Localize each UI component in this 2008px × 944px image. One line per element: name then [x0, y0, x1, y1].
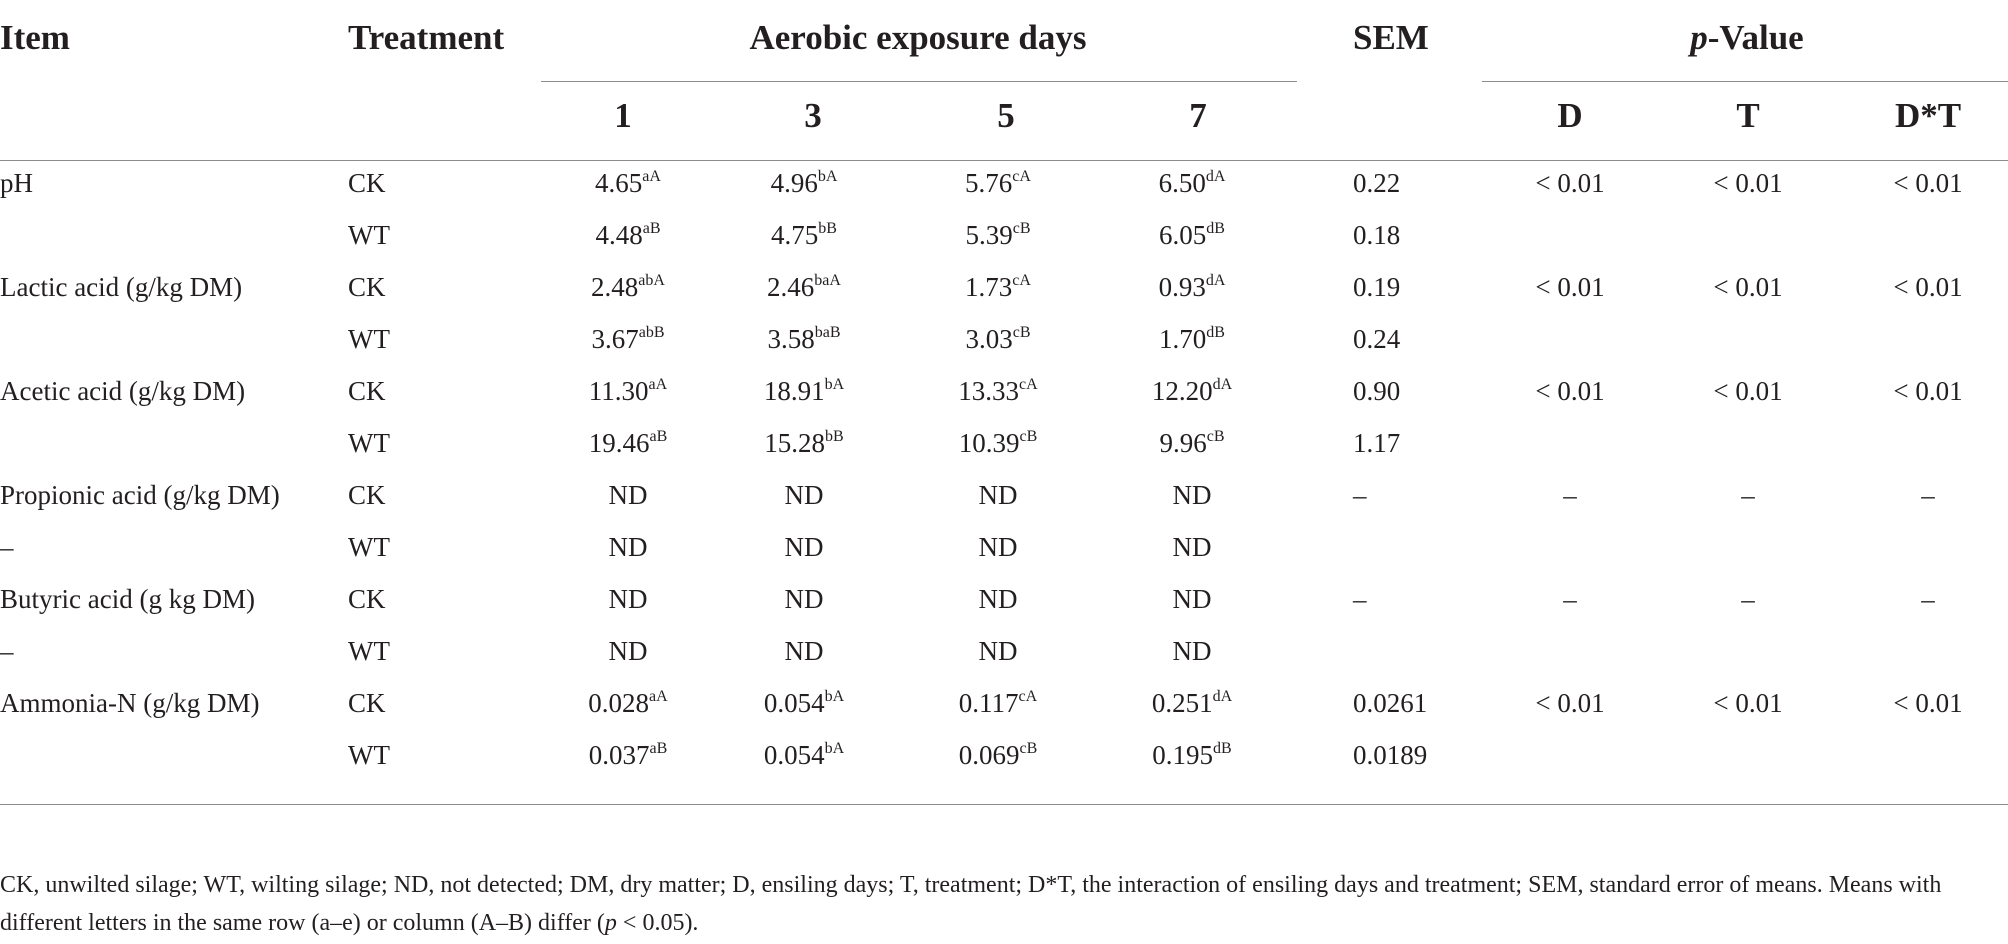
cell-value: 0.054 — [763, 740, 825, 770]
row-p-value: – — [1921, 584, 1935, 614]
row-treatment: WT — [348, 532, 390, 562]
footnote-p-italic: p — [604, 910, 617, 936]
data-cell — [979, 584, 1018, 615]
row-p-value: < 0.01 — [1893, 688, 1963, 718]
cell-value: 3.03 — [965, 324, 1013, 354]
cell-value: ND — [1172, 480, 1212, 510]
data-cell — [785, 532, 824, 563]
row-p-value: – — [1741, 480, 1755, 510]
cell-value: 6.50 — [1158, 168, 1206, 198]
aerobic-spanner-rule — [541, 81, 1297, 82]
cell-superscript: dA — [1212, 688, 1233, 705]
row-treatment: WT — [348, 740, 390, 770]
p-value-spanner-rule — [1482, 81, 2008, 82]
row-p-value: < 0.01 — [1893, 376, 1963, 406]
cell-value: 11.30 — [588, 376, 649, 406]
cell-value: ND — [978, 532, 1018, 562]
cell-superscript: cA — [1012, 272, 1031, 289]
cell-value: ND — [608, 636, 648, 666]
row-p-value: < 0.01 — [1535, 168, 1605, 198]
row-p-value: – — [1563, 480, 1577, 510]
cell-value: 12.20 — [1151, 376, 1213, 406]
data-cell — [609, 532, 648, 563]
data-cell — [1173, 636, 1212, 667]
cell-superscript: aA — [649, 688, 668, 705]
data-cell — [764, 740, 844, 771]
data-cell — [785, 480, 824, 511]
row-p-value: < 0.01 — [1713, 376, 1783, 406]
data-cell — [764, 688, 844, 719]
data-cell — [1159, 272, 1226, 303]
cell-value: 4.65 — [595, 168, 643, 198]
cell-superscript: baB — [814, 324, 841, 341]
cell-value: ND — [608, 480, 648, 510]
table-footnote — [0, 866, 1990, 942]
row-p-value: < 0.01 — [1893, 272, 1963, 302]
cell-value: ND — [784, 636, 824, 666]
data-cell — [609, 584, 648, 615]
header-sem: SEM — [1353, 18, 1429, 57]
data-cell — [764, 376, 844, 407]
header-day-5: 5 — [997, 96, 1015, 135]
row-p-value: – — [1921, 480, 1935, 510]
data-cell — [589, 376, 667, 407]
row-sem: 0.18 — [1353, 220, 1401, 250]
cell-superscript: bB — [825, 428, 844, 445]
data-cell — [959, 428, 1038, 459]
row-treatment: CK — [348, 584, 386, 614]
row-item-label: Lactic acid (g/kg DM) — [0, 272, 243, 302]
data-cell — [767, 272, 841, 303]
cell-value: 0.054 — [763, 688, 825, 718]
cell-superscript: bA — [824, 688, 845, 705]
cell-superscript: aA — [642, 168, 661, 185]
cell-value: ND — [1172, 584, 1212, 614]
cell-value: 19.46 — [588, 428, 650, 458]
cell-superscript: cA — [1018, 688, 1038, 705]
data-cell — [595, 168, 661, 199]
data-cell — [959, 688, 1037, 719]
cell-superscript: cB — [1019, 428, 1038, 445]
cell-superscript: aA — [648, 376, 668, 393]
row-sem: 1.17 — [1353, 428, 1401, 458]
cell-value: ND — [1172, 636, 1212, 666]
data-cell — [785, 584, 824, 615]
row-treatment: WT — [348, 428, 390, 458]
cell-superscript: bA — [824, 740, 845, 757]
data-cell — [771, 220, 837, 251]
header-rule — [0, 160, 2008, 161]
row-treatment: CK — [348, 168, 386, 198]
cell-superscript: dB — [1213, 740, 1232, 757]
row-p-value: < 0.01 — [1893, 168, 1963, 198]
data-cell — [591, 272, 665, 303]
row-sem: – — [1353, 584, 1367, 614]
cell-value: 9.96 — [1159, 428, 1207, 458]
cell-value: 15.28 — [764, 428, 826, 458]
header-day-7: 7 — [1189, 96, 1207, 135]
cell-superscript: dA — [1205, 168, 1226, 185]
cell-value: 0.117 — [958, 688, 1019, 718]
cell-value: 3.58 — [767, 324, 815, 354]
data-cell — [965, 220, 1030, 251]
header-day-3: 3 — [804, 96, 822, 135]
table-bottom-rule — [0, 804, 2008, 805]
data-cell — [1159, 220, 1225, 251]
data-cell — [1152, 688, 1232, 719]
row-treatment: CK — [348, 480, 386, 510]
row-p-value: < 0.01 — [1713, 168, 1783, 198]
cell-value: ND — [784, 480, 824, 510]
row-p-value: – — [1563, 584, 1577, 614]
cell-value: 0.251 — [1151, 688, 1213, 718]
row-item-label: Ammonia-N (g/kg DM) — [0, 688, 260, 718]
cell-value: 6.05 — [1159, 220, 1207, 250]
cell-value: ND — [608, 584, 648, 614]
data-cell — [1173, 480, 1212, 511]
data-cell — [979, 480, 1018, 511]
cell-value: 1.73 — [965, 272, 1013, 302]
row-treatment: CK — [348, 272, 386, 302]
cell-value: 0.069 — [958, 740, 1020, 770]
row-p-value: – — [1741, 584, 1755, 614]
row-item-label: Acetic acid (g/kg DM) — [0, 376, 246, 406]
data-cell — [1152, 376, 1232, 407]
data-cell — [785, 636, 824, 667]
data-cell — [591, 324, 664, 355]
row-sem: 0.24 — [1353, 324, 1401, 354]
data-cell — [767, 324, 840, 355]
data-cell — [958, 376, 1037, 407]
header-d: D — [1557, 96, 1583, 135]
data-cell — [609, 636, 648, 667]
row-p-value: < 0.01 — [1535, 272, 1605, 302]
cell-superscript: cB — [1012, 220, 1031, 237]
row-item-label: – — [0, 636, 14, 666]
cell-superscript: cA — [1012, 168, 1031, 185]
cell-superscript: dB — [1206, 324, 1225, 341]
data-cell — [959, 740, 1038, 771]
cell-superscript: bB — [818, 220, 837, 237]
cell-value: ND — [1172, 532, 1212, 562]
header-day-1: 1 — [614, 96, 632, 135]
cell-superscript: aB — [649, 740, 668, 757]
footnote-text: CK, unwilted silage; WT, wilting silage; ND, not detected; DM, dry matter; D, ensiling days; T, treatment; D*T, the interaction of ensiling days and treatment; SEM, standard error of means. Means with different letters in the same row (a–e) or column (A–B) differ ( — [0, 872, 1942, 936]
row-p-value: < 0.01 — [1713, 688, 1783, 718]
row-sem: 0.0261 — [1353, 688, 1428, 718]
cell-value: 18.91 — [763, 376, 825, 406]
cell-value: 3.67 — [591, 324, 639, 354]
header-t: T — [1736, 96, 1760, 135]
cell-superscript: aB — [649, 428, 668, 445]
p-italic: p — [1690, 18, 1708, 57]
cell-value: 5.76 — [965, 168, 1013, 198]
row-item-label: Butyric acid (g kg DM) — [0, 584, 255, 614]
row-treatment: CK — [348, 376, 386, 406]
cell-value: ND — [784, 584, 824, 614]
p-value-rest: -Value — [1707, 18, 1804, 57]
cell-value: ND — [978, 584, 1018, 614]
cell-value: 1.70 — [1159, 324, 1207, 354]
row-p-value: < 0.01 — [1713, 272, 1783, 302]
row-sem: 0.0189 — [1353, 740, 1428, 770]
cell-value: ND — [978, 636, 1018, 666]
cell-superscript: abB — [638, 324, 665, 341]
cell-superscript: cA — [1019, 376, 1038, 393]
cell-value: ND — [978, 480, 1018, 510]
cell-superscript: bA — [817, 168, 838, 185]
cell-value: 0.037 — [588, 740, 650, 770]
row-treatment: CK — [348, 688, 386, 718]
data-cell — [965, 168, 1031, 199]
header-dt: D*T — [1894, 96, 1962, 135]
header-item: Item — [0, 18, 70, 57]
data-cell — [1159, 168, 1226, 199]
cell-value: 4.75 — [771, 220, 819, 250]
data-cell — [595, 220, 660, 251]
cell-value: 0.195 — [1152, 740, 1214, 770]
row-item-label: Propionic acid (g/kg DM) — [0, 480, 280, 510]
header-p-value — [1690, 18, 1803, 58]
cell-value: 0.028 — [588, 688, 650, 718]
row-p-value: < 0.01 — [1535, 376, 1605, 406]
cell-value: 10.39 — [958, 428, 1020, 458]
cell-superscript: aB — [642, 220, 661, 237]
data-cell — [771, 168, 838, 199]
data-cell — [1173, 584, 1212, 615]
cell-superscript: baA — [814, 272, 841, 289]
data-cell — [965, 324, 1030, 355]
row-sem: 0.90 — [1353, 376, 1401, 406]
cell-value: 4.96 — [770, 168, 818, 198]
row-treatment: WT — [348, 220, 390, 250]
data-cell — [588, 688, 667, 719]
data-cell — [589, 428, 668, 459]
cell-superscript: bA — [824, 376, 845, 393]
row-treatment: WT — [348, 324, 390, 354]
header-aerobic-exposure-days: Aerobic exposure days — [749, 18, 1087, 57]
data-cell — [764, 428, 843, 459]
footnote-text-end: < 0.05). — [616, 910, 699, 936]
row-treatment: WT — [348, 636, 390, 666]
data-cell — [609, 480, 648, 511]
cell-value: 5.39 — [965, 220, 1013, 250]
data-cell — [965, 272, 1031, 303]
row-item-label: – — [0, 532, 14, 562]
row-item-label: pH — [0, 168, 33, 198]
data-cell — [1173, 532, 1212, 563]
data-cell — [1159, 324, 1225, 355]
data-cell — [1159, 428, 1224, 459]
cell-superscript: abA — [638, 272, 665, 289]
cell-value: 4.48 — [595, 220, 643, 250]
cell-value: 0.93 — [1158, 272, 1206, 302]
row-sem: 0.22 — [1353, 168, 1401, 198]
cell-value: 2.48 — [591, 272, 639, 302]
row-sem: 0.19 — [1353, 272, 1401, 302]
cell-value: 13.33 — [958, 376, 1020, 406]
header-treatment: Treatment — [348, 18, 505, 57]
row-p-value: < 0.01 — [1535, 688, 1605, 718]
cell-superscript: dB — [1206, 220, 1225, 237]
row-sem: – — [1353, 480, 1367, 510]
cell-value: 2.46 — [767, 272, 815, 302]
data-cell — [979, 636, 1018, 667]
cell-superscript: cB — [1019, 740, 1038, 757]
cell-superscript: cB — [1012, 324, 1031, 341]
data-cell — [979, 532, 1018, 563]
data-cell — [1152, 740, 1231, 771]
cell-value: ND — [608, 532, 648, 562]
cell-superscript: dA — [1205, 272, 1226, 289]
cell-superscript: dA — [1212, 376, 1233, 393]
cell-value: ND — [784, 532, 824, 562]
cell-superscript: cB — [1206, 428, 1225, 445]
data-cell — [589, 740, 668, 771]
